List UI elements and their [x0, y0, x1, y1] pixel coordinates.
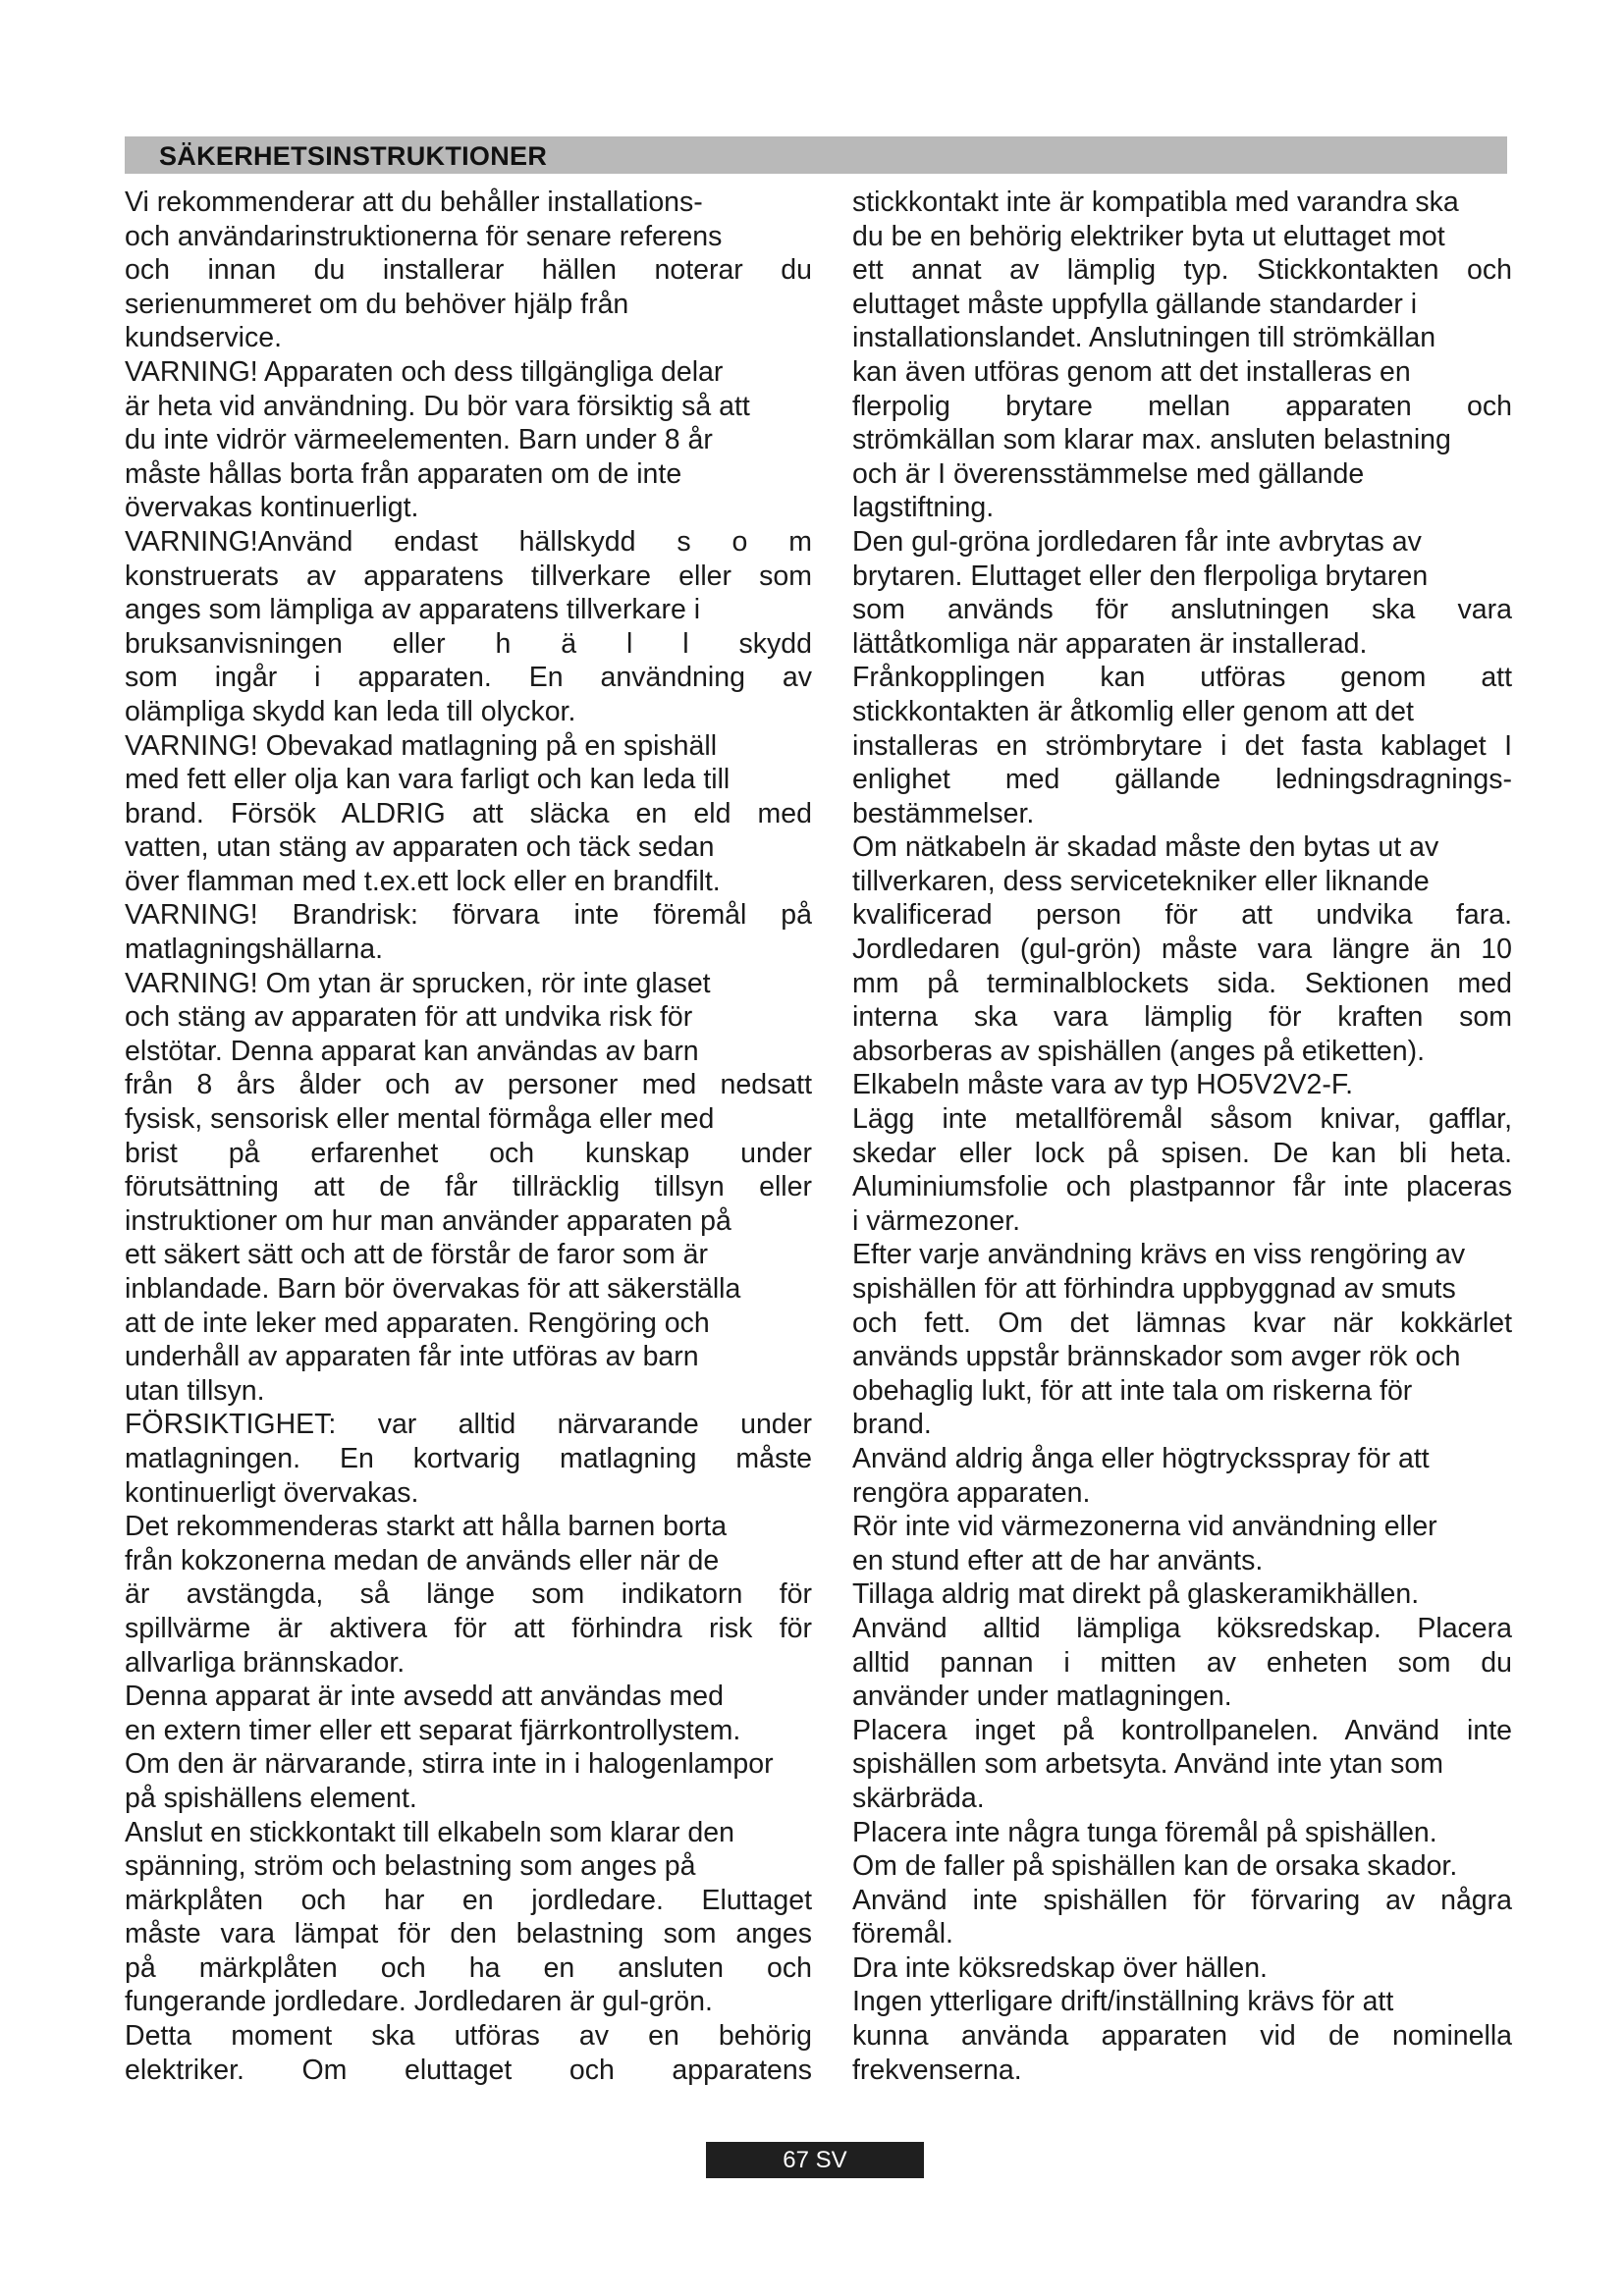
text-line: enlighet med gällande ledningsdragnings- [852, 764, 1512, 796]
text-line: använder under matlagningen. [852, 1681, 1232, 1713]
left-column [125, 186, 812, 2087]
text-line: spänning, ström och belastning som anges på [125, 1850, 696, 1883]
text-line: stickkontakt inte är kompatibla med varandra ska [852, 187, 1459, 218]
text-line: Ingen ytterligare drift/inställning krävs för att [852, 1986, 1394, 2018]
text-line: Rör inte vid värmezonerna vid användning eller [852, 1511, 1437, 1543]
text-line: instruktioner om hur man använder apparaten på [125, 1204, 731, 1237]
text-line: du inte vidrör värmeelementen. Barn under 8 år [125, 424, 713, 456]
text-line: kunna använda apparaten vid de nominella [852, 2020, 1512, 2053]
text-line: och fett. Om det lämnas kvar när kokkärlet [852, 1307, 1512, 1339]
text-line: Aluminiumsfolie och plastpannor får inte placeras [852, 1171, 1512, 1203]
text-line: brytaren. Eluttaget eller den flerpoliga brytaren [852, 560, 1429, 592]
text-line: VARNING! Om ytan är sprucken, rör inte glaset [125, 967, 711, 999]
text-line: brist på erfarenhet och kunskap under [125, 1137, 812, 1169]
text-line: med fett eller olja kan vara farligt och kan leda till [125, 764, 731, 796]
text-line: matlagningen. En kortvarig matlagning måste [125, 1442, 812, 1474]
text-line: lagstiftning. [852, 492, 995, 524]
text-line: används uppstår brännskador som avger rök och [852, 1341, 1461, 1373]
text-line: tillverkaren, dess servicetekniker eller liknande [852, 865, 1430, 897]
text-line: på spishällens element. [125, 1782, 417, 1814]
text-line: skärbräda. [852, 1782, 985, 1814]
text-line: fysisk, sensorisk eller mental förmåga eller med [125, 1103, 715, 1136]
text-line: absorberas av spishällen (anges på etiketten). [852, 1035, 1426, 1067]
text-line: kontinuerligt övervakas. [125, 1476, 419, 1509]
text-line: VARNING! Brandrisk: förvara inte föremål på [125, 899, 812, 932]
text-line: serienummeret om du behöver hjälp från [125, 288, 629, 320]
text-line: Lägg inte metallföremål såsom knivar, gafflar, [852, 1103, 1512, 1136]
text-line: bruksanvisningen eller h ä l l skydd [125, 627, 812, 660]
text-line: kan även utföras genom att det installeras en [852, 355, 1411, 388]
text-line: måste vara lämpat för den belastning som anges [125, 1918, 812, 1950]
text-line: lättåtkomliga när apparaten är installerad. [852, 627, 1368, 660]
text-line: att de inte leker med apparaten. Rengöring och [125, 1307, 710, 1339]
text-line: spishällen som arbetsyta. Använd inte ytan som [852, 1748, 1443, 1781]
text-line: interna ska vara lämplig för kraften som [852, 1001, 1512, 1034]
text-line: Efter varje användning krävs en viss rengöring av [852, 1239, 1466, 1271]
section-header-bar [125, 136, 1507, 174]
text-line: vatten, utan stäng av apparaten och täck sedan [125, 831, 715, 864]
text-line: elektriker. Om eluttaget och apparatens [125, 2054, 812, 2086]
text-line: installeras en strömbrytare i det fasta kablaget I [852, 729, 1512, 762]
text-line: ett säkert sätt och att de förstår de faror som är [125, 1239, 709, 1271]
text-line: Anslut en stickkontakt till elkabeln som klarar den [125, 1816, 734, 1848]
text-line: måste hållas borta från apparaten om de inte [125, 457, 682, 490]
text-line: rengöra apparaten. [852, 1476, 1091, 1509]
text-line: förutsättning att de får tillräcklig tillsyn eller [125, 1171, 812, 1203]
text-line: Tillaga aldrig mat direkt på glaskeramikhällen. [852, 1578, 1420, 1611]
text-line: eluttaget måste uppfylla gällande standarder i [852, 288, 1418, 320]
text-line: utan tillsyn. [125, 1374, 265, 1407]
text-line: och användarinstruktionerna för senare referens [125, 220, 723, 252]
text-line: Placera inget på kontrollpanelen. Använd inte [852, 1714, 1512, 1746]
text-line: ett annat av lämplig typ. Stickkontakten och [852, 254, 1512, 287]
text-line: anges som lämpliga av apparatens tillverkare i [125, 594, 701, 626]
text-line: VARNING! Apparaten och dess tillgängliga delar [125, 355, 724, 388]
text-line: är heta vid användning. Du bör vara försiktig så att [125, 390, 750, 422]
text-line: spillvärme är aktivera för att förhindra risk för [125, 1612, 812, 1644]
text-line: Om den är närvarande, stirra inte in i halogenlampor [125, 1748, 774, 1781]
text-line: Använd alltid lämpliga köksredskap. Placera [852, 1612, 1512, 1644]
text-line: som ingår i apparaten. En användning av [125, 662, 812, 694]
text-line: Dra inte köksredskap över hällen. [852, 1951, 1268, 1984]
text-line: du be en behörig elektriker byta ut eluttaget mot [852, 220, 1445, 252]
text-line: FÖRSIKTIGHET: var alltid närvarande under [125, 1409, 812, 1441]
text-line: Elkabeln måste vara av typ HO5V2V2-F. [852, 1069, 1354, 1101]
text-line: Placera inte några tunga föremål på spishällen. [852, 1816, 1437, 1848]
text-line: frekvenserna. [852, 2054, 1022, 2086]
text-line: matlagningshällarna. [125, 934, 383, 966]
text-line: flerpolig brytare mellan apparaten och [852, 390, 1512, 422]
text-line: kvalificerad person för att undvika fara. [852, 899, 1512, 932]
text-line: obehaglig lukt, för att inte tala om riskerna för [852, 1374, 1413, 1407]
text-line: Använd aldrig ånga eller högtrycksspray för att [852, 1442, 1430, 1474]
text-line: Den gul-gröna jordledaren får inte avbrytas av [852, 525, 1422, 558]
text-line: skedar eller lock på spisen. De kan bli heta. [852, 1137, 1512, 1169]
text-line: fungerande jordledare. Jordledaren är gul-grön. [125, 1986, 713, 2018]
text-line: och är I överensstämmelse med gällande [852, 457, 1365, 490]
text-line: föremål. [852, 1918, 953, 1950]
text-line: Frånkopplingen kan utföras genom att [852, 662, 1512, 694]
text-line: en stund efter att de har använts. [852, 1544, 1264, 1576]
text-line: som används för anslutningen ska vara [852, 594, 1512, 626]
text-line: VARNING! Obevakad matlagning på en spishäll [125, 729, 718, 762]
text-line: kundservice. [125, 322, 282, 354]
text-line: på märkplåten och ha en ansluten och [125, 1951, 812, 1984]
right-column [852, 186, 1512, 2087]
text-line: en extern timer eller ett separat fjärrkontrollystem. [125, 1714, 741, 1746]
text-line: stickkontakten är åtkomlig eller genom att det [852, 695, 1414, 727]
text-line: märkplåten och har en jordledare. Eluttaget [125, 1884, 812, 1916]
text-line: Om de faller på spishällen kan de orsaka skador. [852, 1850, 1458, 1883]
text-line: bestämmelser. [852, 797, 1035, 829]
text-line: inblandade. Barn bör övervakas för att säkerställa [125, 1273, 741, 1305]
text-line: brand. [852, 1409, 932, 1441]
text-line: över flamman med t.ex.ett lock eller en brandfilt. [125, 865, 721, 897]
text-line: brand. Försök ALDRIG att släcka en eld med [125, 797, 812, 829]
text-line: strömkällan som klarar max. ansluten belastning [852, 424, 1451, 456]
text-line: i värmezoner. [852, 1204, 1021, 1237]
text-line: Detta moment ska utföras av en behörig [125, 2020, 812, 2053]
text-line: och innan du installerar hällen noterar du [125, 254, 812, 287]
text-line: Denna apparat är inte avsedd att användas med [125, 1681, 724, 1713]
text-line: VARNING!Använd endast hällskydd s o m [125, 525, 812, 558]
page-number: 67 SV [706, 2142, 924, 2178]
text-line: konstruerats av apparatens tillverkare eller som [125, 560, 812, 592]
text-line: övervakas kontinuerligt. [125, 492, 419, 524]
text-line: elstötar. Denna apparat kan användas av barn [125, 1035, 699, 1067]
text-line: olämpliga skydd kan leda till olyckor. [125, 695, 576, 727]
text-line: alltid pannan i mitten av enheten som du [852, 1646, 1512, 1679]
section-title: SÄKERHETSINSTRUKTIONER [159, 141, 548, 171]
text-line: och stäng av apparaten för att undvika risk för [125, 1001, 693, 1034]
text-line: Det rekommenderas starkt att hålla barnen borta [125, 1511, 728, 1543]
text-line: underhåll av apparaten får inte utföras av barn [125, 1341, 699, 1373]
text-line: Vi rekommenderar att du behåller installations- [125, 187, 703, 218]
text-line: allvarliga brännskador. [125, 1646, 406, 1679]
text-line: från 8 års ålder och av personer med nedsatt [125, 1069, 812, 1101]
text-line: är avstängda, så länge som indikatorn för [125, 1578, 812, 1611]
text-line: mm på terminalblockets sida. Sektionen med [852, 967, 1512, 999]
text-line: Om nätkabeln är skadad måste den bytas ut av [852, 831, 1439, 864]
text-line: spishällen för att förhindra uppbyggnad av smuts [852, 1273, 1456, 1305]
text-line: Jordledaren (gul-grön) måste vara längre än 10 [852, 934, 1512, 966]
text-line: installationslandet. Anslutningen till strömkällan [852, 322, 1436, 354]
text-line: från kokzonerna medan de används eller när de [125, 1544, 720, 1576]
text-line: Använd inte spishällen för förvaring av några [852, 1884, 1512, 1916]
